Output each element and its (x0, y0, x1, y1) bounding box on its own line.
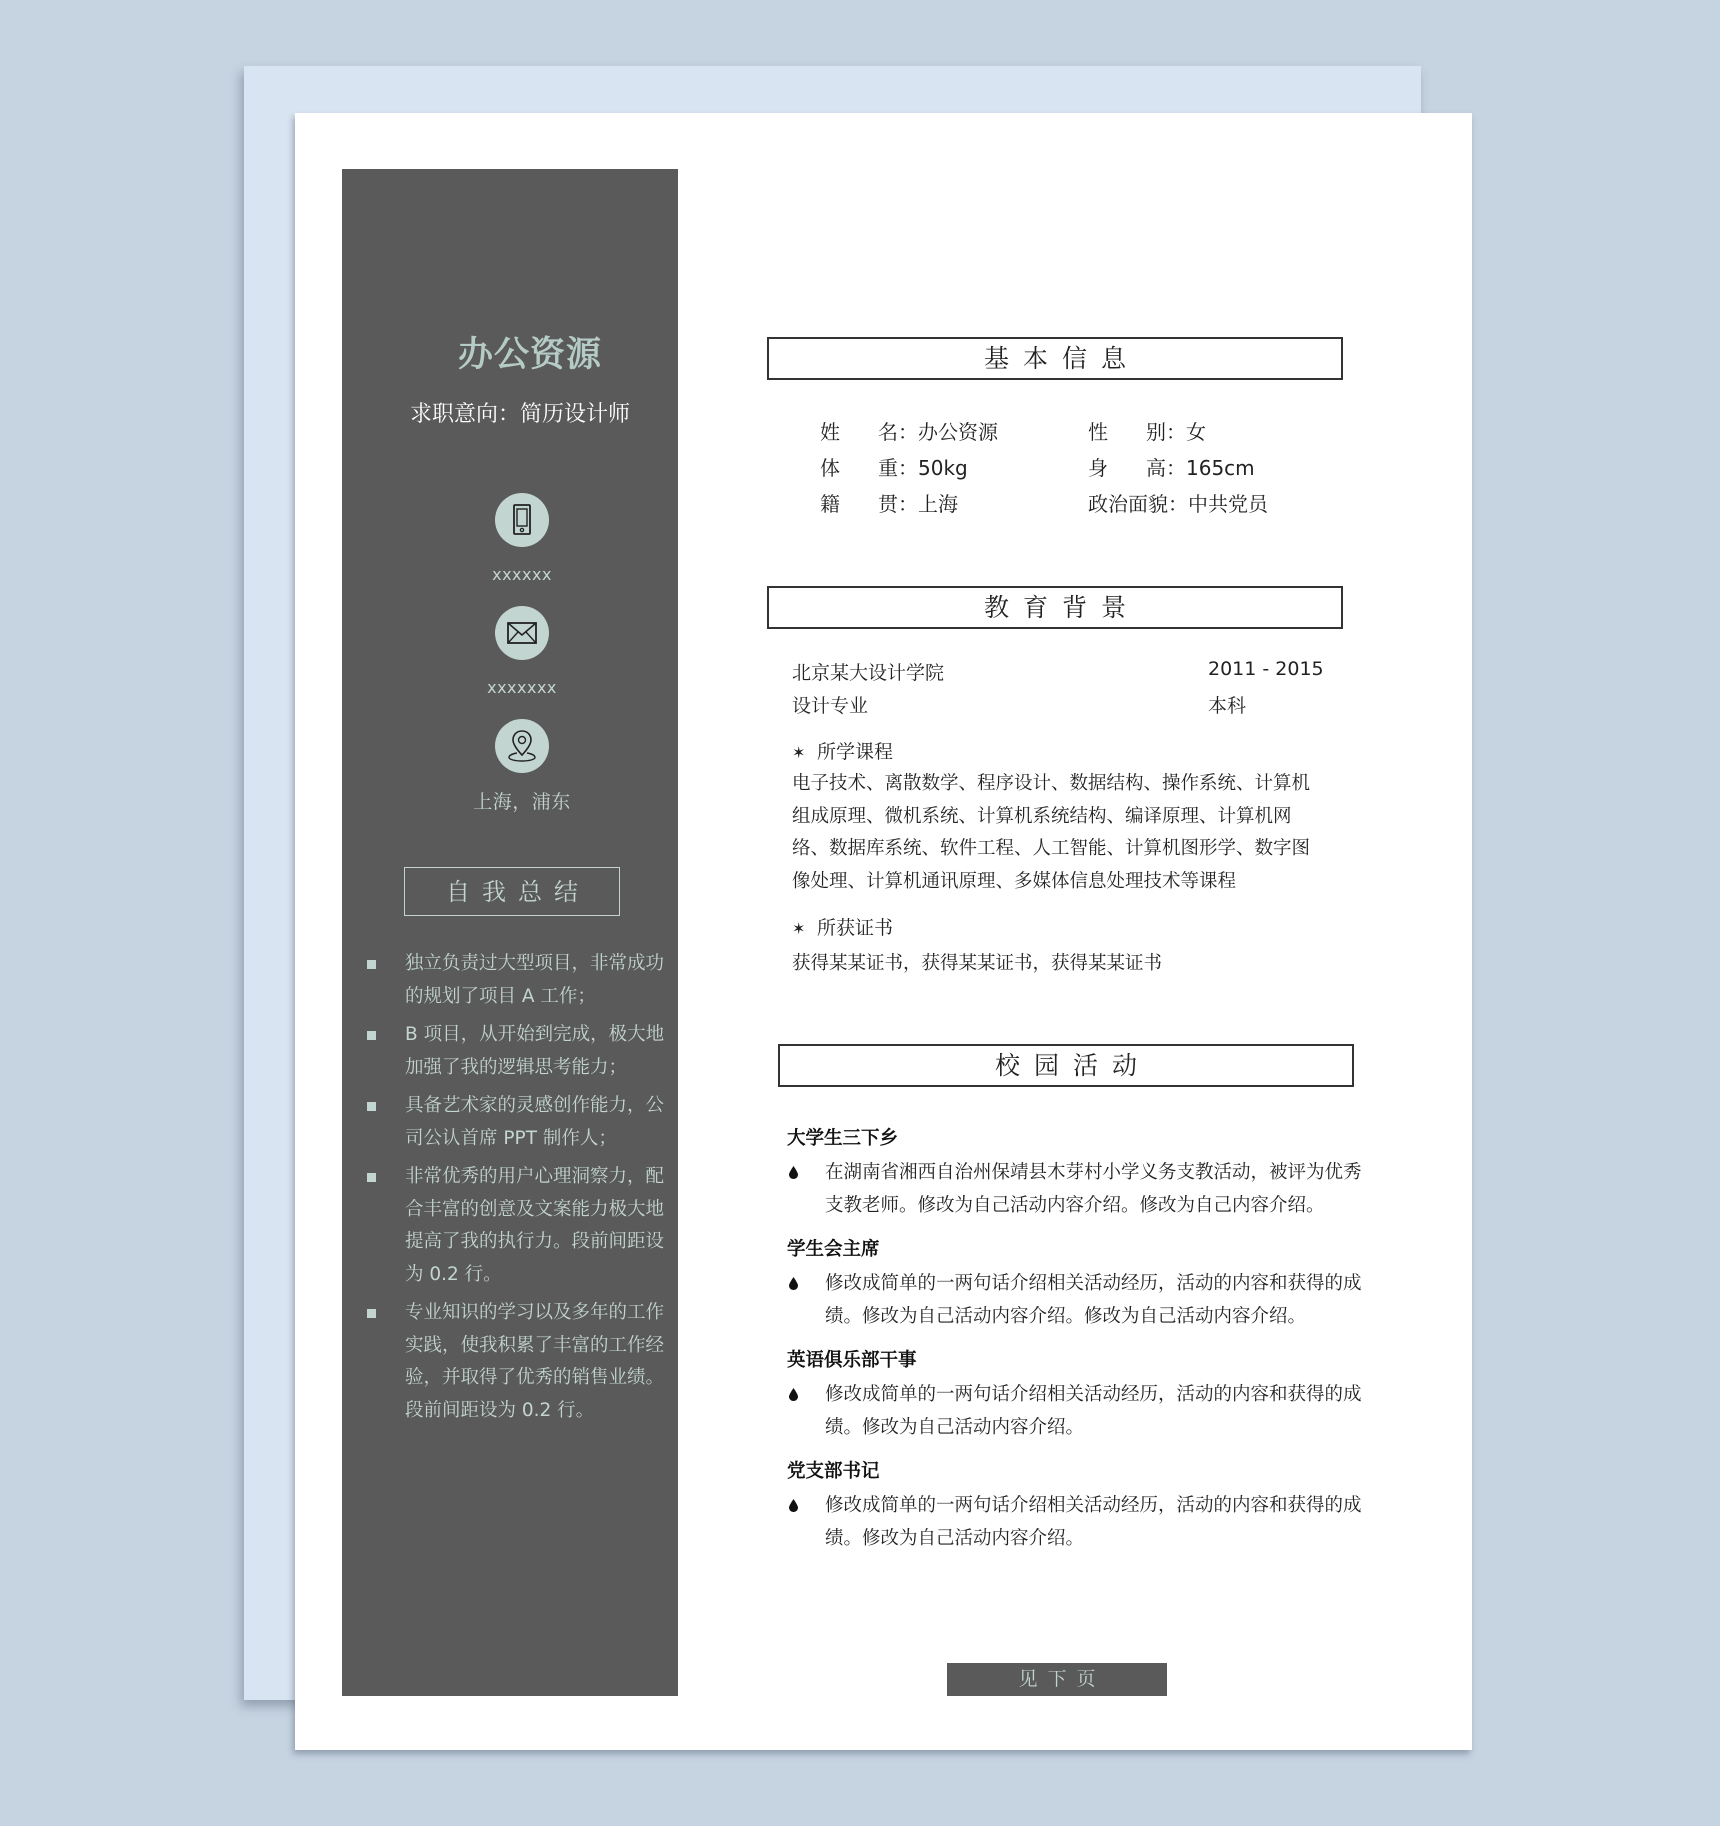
drop-bullet-icon (789, 1277, 798, 1290)
info-value: 女 (1186, 420, 1206, 444)
info-hometown: 籍贯：上海 (820, 488, 958, 517)
activity-desc: 修改成简单的一两句话介绍相关活动经历，活动的内容和获得的成绩。修改为自己活动内容介绍。修改为自己活动内容介绍。 (787, 1267, 1377, 1333)
mail-icon (495, 606, 549, 660)
summary-heading: 自我总结 (404, 867, 620, 916)
activity-entry (787, 1347, 1377, 1444)
education-heading: 教育背景 (767, 586, 1343, 629)
activity-desc: 修改成简单的一两句话介绍相关活动经历，活动的内容和获得的成绩。修改为自己活动内容介绍。 (787, 1378, 1377, 1444)
info-key: 身高 (1088, 456, 1166, 480)
info-gender: 性别：女 (1088, 416, 1206, 445)
info-key: 政治面貌 (1088, 492, 1168, 516)
square-bullet-icon (367, 1173, 376, 1182)
candidate-name: 办公资源 (457, 335, 602, 375)
info-value: 165cm (1186, 456, 1255, 480)
info-key: 体重 (820, 456, 898, 480)
next-page-button[interactable]: 见下页 (947, 1663, 1167, 1696)
contact-email (342, 606, 702, 697)
resume-page (295, 113, 1472, 1750)
phone-value: xxxxxx (492, 565, 552, 584)
star-icon: ✶ (792, 743, 806, 762)
activity-desc: 在湖南省湘西自治州保靖县木芽村小学义务支教活动，被评为优秀支教老师。修改为自己活动内容介绍。修改为自己内容介绍。 (787, 1156, 1377, 1222)
sidebar (342, 169, 678, 1696)
square-bullet-icon (367, 960, 376, 969)
summary-item: 具备艺术家的灵感创作能力，公司公认首席 PPT 制作人； (367, 1090, 667, 1155)
info-key: 籍贯 (820, 492, 898, 516)
drop-bullet-icon (789, 1166, 798, 1179)
info-key: 性别 (1088, 420, 1166, 444)
drop-bullet-icon (789, 1499, 798, 1512)
phone-icon (495, 493, 549, 547)
study-period: 2011 - 2015 (1208, 658, 1324, 680)
location-pin-icon (495, 719, 549, 773)
contact-phone (342, 493, 702, 584)
info-height: 身高：165cm (1088, 452, 1255, 481)
activity-entry (787, 1236, 1377, 1333)
basic-info-heading: 基本信息 (767, 337, 1343, 380)
activity-desc: 修改成简单的一两句话介绍相关活动经历，活动的内容和获得的成绩。修改为自己活动内容介绍。 (787, 1489, 1377, 1555)
info-weight: 体重：50kg (820, 452, 968, 481)
drop-bullet-icon (789, 1388, 798, 1401)
activity-entry (787, 1458, 1377, 1555)
square-bullet-icon (367, 1102, 376, 1111)
info-value: 上海 (918, 492, 958, 516)
activity-entry (787, 1125, 1377, 1222)
star-icon: ✶ (792, 919, 806, 938)
summary-item: 专业知识的学习以及多年的工作实践，使我积累了丰富的工作经验，并取得了优秀的销售业绩。段前间距设为 0.2 行。 (367, 1297, 667, 1427)
activity-title: 党支部书记 (787, 1461, 880, 1482)
summary-item: 非常优秀的用户心理洞察力，配合丰富的创意及文案能力极大地提高了我的执行力。段前间距设为 0.2 行。 (367, 1161, 667, 1291)
email-value: xxxxxxx (487, 678, 557, 697)
courses-heading: ✶ 所学课程 (792, 741, 894, 763)
activity-title: 英语俱乐部干事 (787, 1350, 917, 1371)
degree: 本科 (1208, 695, 1247, 717)
square-bullet-icon (367, 1309, 376, 1318)
activity-title: 学生会主席 (787, 1239, 880, 1260)
info-key: 姓名 (820, 420, 898, 444)
activities-heading: 校园活动 (778, 1044, 1354, 1087)
info-value: 中共党员 (1188, 492, 1268, 516)
summary-item: B 项目，从开始到完成，极大地加强了我的逻辑思考能力； (367, 1019, 667, 1084)
summary-item: 独立负责过大型项目，非常成功的规划了项目 A 工作； (367, 948, 667, 1013)
school-name: 北京某大设计学院 (792, 662, 945, 684)
certs-heading: ✶ 所获证书 (792, 917, 894, 939)
info-value: 50kg (918, 456, 968, 480)
major: 设计专业 (792, 695, 869, 717)
location-value: 上海，浦东 (473, 791, 571, 813)
certs-text: 获得某某证书，获得某某证书，获得某某证书 (792, 953, 1163, 974)
info-value: 办公资源 (918, 420, 998, 444)
activity-title: 大学生三下乡 (787, 1128, 899, 1149)
info-political-status: 政治面貌：中共党员 (1088, 488, 1268, 517)
job-intent: 求职意向：简历设计师 (409, 402, 630, 427)
summary-list (367, 948, 667, 1433)
contact-location (342, 719, 702, 814)
square-bullet-icon (367, 1031, 376, 1040)
courses-text: 电子技术、离散数学、程序设计、数据结构、操作系统、计算机组成原理、微机系统、计算机系统结构、编译原理、计算机网络、数据库系统、软件工程、人工智能、计算机图形学、数字图像处理、计算机通讯原理、多媒体信息处理技术等课程 (792, 773, 1311, 892)
info-name: 姓名：办公资源 (820, 416, 998, 445)
